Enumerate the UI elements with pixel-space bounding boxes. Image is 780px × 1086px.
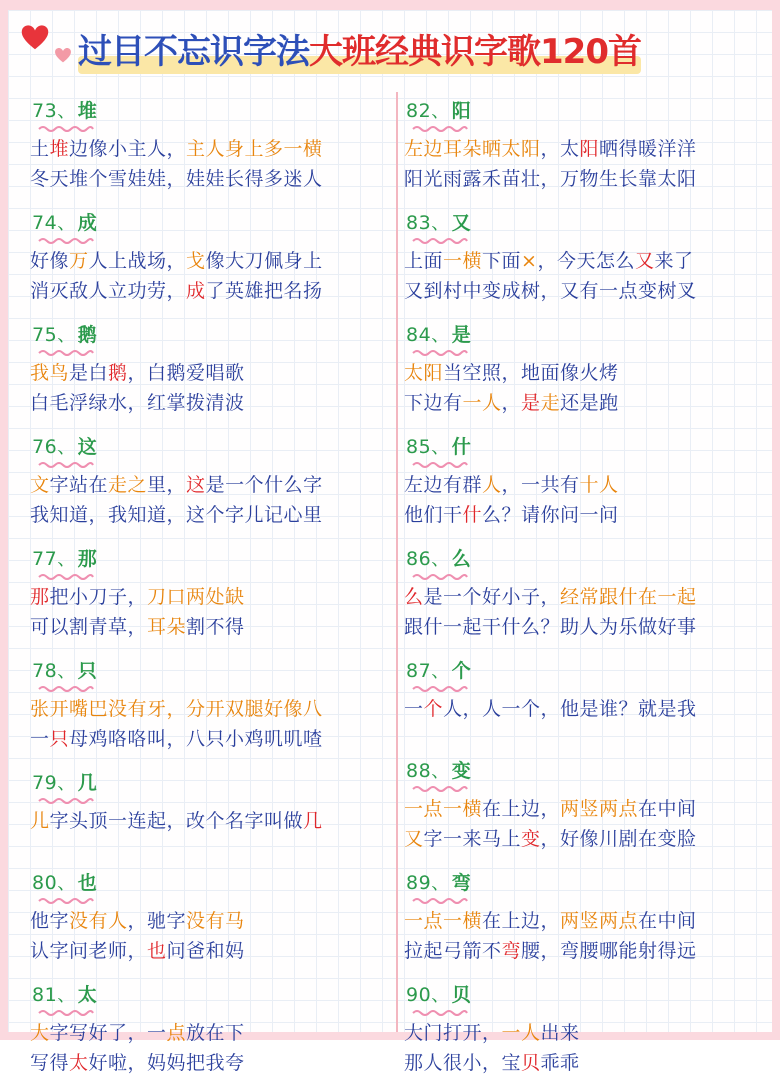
target-char-highlight: 贝 [521,1052,541,1074]
number-separator: 、 [57,213,76,234]
entry-number [32,868,97,895]
component-highlight: 万 [69,250,89,272]
right-column [404,90,770,1086]
target-char-highlight: 个 [423,698,444,720]
verse-line [30,1048,396,1078]
verse-line [404,388,770,418]
target-char-highlight: 那 [30,586,50,608]
entry-number-value: 88 [406,760,432,782]
entry-number-value: 78 [32,660,58,682]
verse-text: 还是跑 [560,392,619,414]
number-separator: 、 [57,661,76,682]
target-character: 是 [452,320,472,347]
verse-text: 他们干 [404,504,463,526]
verse-text: 白毛浮绿水，红掌拨清波 [30,392,245,414]
verse-text: 上面 [404,250,444,272]
entry-heading [30,314,396,358]
component-highlight: 两竖两点 [560,910,639,932]
target-character: 什 [452,432,472,459]
verse-text: 左边有群 [404,474,483,496]
pink-wave-underline [38,1008,94,1018]
target-char-highlight: 什 [462,504,483,526]
verse-text: 下边有 [404,392,463,414]
number-separator: 、 [431,213,450,234]
number-separator: 、 [431,985,450,1006]
entry-number-value: 89 [406,872,432,894]
entry-number [406,980,471,1007]
pink-wave-underline [38,460,94,470]
verse-text: 么？请你问一问 [482,504,619,526]
entry-number-value: 73 [32,100,58,122]
target-character: 那 [78,544,98,571]
entry-number [32,432,97,459]
verse-text: 像大刀佩身上 [205,250,323,272]
verse-text: 放在下 [186,1022,245,1044]
verse-line [30,358,396,388]
verse-text: 冬天堆个雪娃娃，娃娃长得多迷人 [30,168,323,190]
pink-wave-underline [412,348,468,358]
number-separator: 、 [431,549,450,570]
number-separator: 、 [431,101,450,122]
verse-text: 问爸和妈 [166,940,245,962]
target-character: 么 [452,544,472,571]
entry-number-value: 83 [406,212,432,234]
verse-line [30,164,396,194]
component-highlight: 一人 [501,1022,541,1044]
verse-text: 认字问老师， [30,940,148,962]
target-character: 只 [78,656,98,683]
verse-text: 下面 [482,250,522,272]
verse-text: 母鸡咯咯叫，八只小鸡叽叽喳 [69,728,323,750]
component-highlight: 走 [540,392,561,414]
poem-entry-77 [30,538,396,642]
poem-entry-82 [404,90,770,194]
entry-number [406,656,471,683]
verse-line [30,470,396,500]
verse-line [404,612,770,642]
target-character: 变 [452,756,472,783]
entry-number [406,208,471,235]
poem-entry-79 [30,762,396,836]
verse-text: 跟什一起干什么？助人为乐做好事 [404,616,697,638]
component-highlight: 一人 [462,392,502,414]
verse-line [30,612,396,642]
pink-wave-underline [38,572,94,582]
number-separator: 、 [57,873,76,894]
entry-number-value: 82 [406,100,432,122]
entry-heading [404,650,770,694]
component-highlight: 大 [30,1022,50,1044]
verse-text: 在上边， [482,798,561,820]
component-highlight: 人 [482,474,502,496]
verse-text: 当空照，地面像火烤 [443,362,619,384]
component-highlight: 没有马 [186,910,245,932]
verse-text: 写得 [30,1052,70,1074]
entry-number-value: 74 [32,212,58,234]
verse-line [404,694,770,724]
verse-text: 字写好了，一 [49,1022,167,1044]
component-highlight: 点 [166,1022,187,1044]
page-title [78,24,641,80]
entry-number [32,768,97,795]
target-character: 鹅 [78,320,98,347]
entry-heading [404,314,770,358]
target-char-highlight: 弯 [501,940,522,962]
target-character: 几 [78,768,98,795]
entry-heading [30,762,396,806]
verse-line [404,358,770,388]
entry-heading [404,750,770,794]
pink-wave-underline [412,784,468,794]
component-highlight: 十人 [579,474,619,496]
poem-entry-73 [30,90,396,194]
target-char-highlight: 也 [147,940,167,962]
component-highlight: 太阳 [404,362,444,384]
verse-text: 一 [30,728,50,750]
component-highlight: 一横 [443,250,483,272]
verse-text: 好啦，妈妈把我夸 [88,1052,245,1074]
pink-wave-underline [38,896,94,906]
verse-text: 他字 [30,910,70,932]
verse-text: 一 [404,698,424,720]
verse-text: 是一个好小子， [423,586,561,608]
verse-line [30,500,396,530]
poem-entry-76 [30,426,396,530]
verse-line [404,794,770,824]
target-character: 贝 [452,980,472,1007]
entry-heading [30,974,396,1018]
entry-heading [404,862,770,906]
target-char-highlight: 几 [303,810,323,832]
verse-text: 人，人一个，他是谁？就是我 [443,698,697,720]
pink-wave-underline [38,796,94,806]
verse-text: 割不得 [186,616,245,638]
verse-text: 好像 [30,250,70,272]
entry-number [32,544,97,571]
target-character: 又 [452,208,472,235]
entry-number [406,96,471,123]
target-char-highlight: 是 [521,392,541,414]
pink-wave-underline [412,460,468,470]
poem-entry-87 [404,650,770,724]
target-character: 个 [452,656,472,683]
verse-line [30,1018,396,1048]
component-highlight: 没有人 [69,910,128,932]
entry-number-value: 79 [32,772,58,794]
pink-wave-underline [412,124,468,134]
verse-text: 我知道，我知道，这个字儿记心里 [30,504,323,526]
entry-number-value: 87 [406,660,432,682]
left-column [30,90,396,1086]
entry-number-value: 77 [32,548,58,570]
poem-entry-83 [404,202,770,306]
entry-heading [30,90,396,134]
entry-number [32,656,97,683]
component-highlight: 又 [404,828,424,850]
verse-text: ，好像川剧在变脸 [540,828,697,850]
component-highlight: 儿 [30,810,50,832]
entry-heading [30,426,396,470]
target-char-highlight: 太 [69,1052,89,1074]
target-character: 这 [78,432,98,459]
component-highlight: 走之 [108,474,148,496]
pink-wave-underline [38,124,94,134]
target-char-highlight: 又 [634,250,655,272]
component-highlight: 戈 [186,250,206,272]
component-highlight: 左边耳朵晒太阳 [404,138,541,160]
verse-line [404,470,770,500]
entry-number [32,208,97,235]
verse-text: 土 [30,138,50,160]
verse-text: 把小刀子， [49,586,148,608]
component-highlight: 经常跟什在一起 [560,586,697,608]
entry-heading [404,538,770,582]
target-char-highlight: 变 [521,828,541,850]
verse-line [404,936,770,966]
number-separator: 、 [431,761,450,782]
target-character: 阳 [452,96,472,123]
verse-text: 那人很小，宝 [404,1052,522,1074]
verse-text: 在中间 [638,910,697,932]
number-separator: 、 [431,661,450,682]
target-char-highlight: 阳 [579,138,600,160]
entry-number-value: 85 [406,436,432,458]
entry-heading [30,202,396,246]
verse-text: ，今天怎么 [537,250,635,272]
number-separator: 、 [431,437,450,458]
title-part-red: 大班经典识字歌120首 [309,32,641,72]
verse-line [404,1018,770,1048]
component-highlight: 一点一横 [404,798,483,820]
verse-line [30,724,396,754]
verse-text: ，驰字 [127,910,187,932]
poem-entry-86 [404,538,770,642]
verse-line [30,246,396,276]
verse-text: 又到村中变成树，又有一点变树叉 [404,280,697,302]
number-separator: 、 [57,985,76,1006]
target-char-highlight: 只 [49,728,70,750]
entry-number [406,320,471,347]
number-separator: 、 [57,325,76,346]
verse-text: ，白鹅爱唱歌 [127,362,245,384]
entry-number [32,320,97,347]
target-char-highlight: 么 [404,586,424,608]
pink-wave-underline [38,348,94,358]
entry-number [406,432,471,459]
component-highlight: 文 [30,474,50,496]
heart-icon [20,22,50,52]
target-char-highlight: 成 [186,280,206,302]
poem-entry-89 [404,862,770,966]
target-character: 也 [78,868,98,895]
entry-number [32,980,97,1007]
verse-text: 边像小主人， [69,138,187,160]
verse-line [30,936,396,966]
poem-entry-80 [30,862,396,966]
verse-line [404,824,770,854]
pink-wave-underline [412,572,468,582]
entry-number-value: 81 [32,984,58,1006]
verse-line [30,694,396,724]
poem-entry-84 [404,314,770,418]
verse-line [30,806,396,836]
verse-line [404,906,770,936]
verse-line [404,246,770,276]
entry-number [406,868,471,895]
entry-heading [404,202,770,246]
number-separator: 、 [57,101,76,122]
target-char-highlight: 鹅 [108,362,128,384]
number-separator: 、 [57,549,76,570]
verse-text: 字站在 [49,474,109,496]
verse-text: 字头顶一连起，改个名字叫做 [49,810,304,832]
verse-text: ，太 [540,138,580,160]
verse-text: 来了 [654,250,694,272]
entry-number [406,756,471,783]
verse-line [404,500,770,530]
component-highlight: 刀口两处缺 [147,586,245,608]
verse-line [30,582,396,612]
target-character: 堆 [78,96,98,123]
entry-number-value: 75 [32,324,58,346]
entry-heading [30,538,396,582]
number-separator: 、 [431,325,450,346]
verse-text: 字一来马上 [423,828,522,850]
target-character: 弯 [452,868,472,895]
verse-text: ，一共有 [501,474,580,496]
entry-number-value: 84 [406,324,432,346]
verse-text: 消灭敌人立功劳， [30,280,187,302]
entry-heading [404,90,770,134]
verse-line [404,276,770,306]
entry-heading [404,426,770,470]
poem-entry-78 [30,650,396,754]
component-highlight: × [521,250,538,272]
entry-number-value: 80 [32,872,58,894]
poem-entry-75 [30,314,396,418]
verse-text: 了英雄把名扬 [205,280,323,302]
component-highlight: 耳朵 [147,616,187,638]
poem-entry-90 [404,974,770,1078]
verse-line [30,276,396,306]
verse-text: 晒得暖洋洋 [599,138,697,160]
heart-icon-small [54,46,72,64]
verse-line [404,1048,770,1078]
verse-text: 里， [147,474,187,496]
component-highlight: 张开嘴巴没有牙，分开双腿好像八 [30,698,323,720]
pink-wave-underline [412,896,468,906]
entry-number-value: 86 [406,548,432,570]
target-char-highlight: 这 [186,474,206,496]
verse-text: 是一个什么字 [205,474,323,496]
component-highlight: 我鸟 [30,362,70,384]
pink-wave-underline [38,236,94,246]
entry-heading [30,862,396,906]
verse-text: 可以割青草， [30,616,148,638]
verse-text: 大门打开， [404,1022,502,1044]
verse-text: 腰，弯腰哪能射得远 [521,940,697,962]
verse-text: 乖乖 [540,1052,580,1074]
entry-number [406,544,471,571]
target-char-highlight: 堆 [49,138,70,160]
verse-line [30,134,396,164]
entry-number-value: 76 [32,436,58,458]
entry-number [32,96,97,123]
number-separator: 、 [57,437,76,458]
verse-line [30,388,396,418]
verse-text: 出来 [540,1022,580,1044]
poem-entry-81 [30,974,396,1078]
pink-wave-underline [38,684,94,694]
poem-entry-74 [30,202,396,306]
title-part-blue: 过目不忘识字法 [78,32,309,72]
verse-line [30,906,396,936]
verse-line [404,134,770,164]
verse-text: 阳光雨露禾苗壮，万物生长靠太阳 [404,168,697,190]
verse-text: 是白 [69,362,109,384]
column-divider [396,92,398,1032]
pink-wave-underline [412,684,468,694]
verse-text: 拉起弓箭不 [404,940,502,962]
verse-line [404,582,770,612]
component-highlight: 主人身上多一横 [186,138,323,160]
verse-text: 在中间 [638,798,697,820]
component-highlight: 两竖两点 [560,798,639,820]
verse-text: ， [501,392,522,414]
poem-entry-88 [404,750,770,854]
verse-text: 在上边， [482,910,561,932]
entry-number-value: 90 [406,984,432,1006]
target-character: 太 [78,980,98,1007]
verse-line [404,164,770,194]
entry-heading [30,650,396,694]
verse-text: 人上战场， [88,250,187,272]
component-highlight: 一点一横 [404,910,483,932]
poem-entry-85 [404,426,770,530]
target-character: 成 [78,208,98,235]
number-separator: 、 [57,773,76,794]
entry-heading [404,974,770,1018]
number-separator: 、 [431,873,450,894]
pink-wave-underline [412,236,468,246]
pink-wave-underline [412,1008,468,1018]
